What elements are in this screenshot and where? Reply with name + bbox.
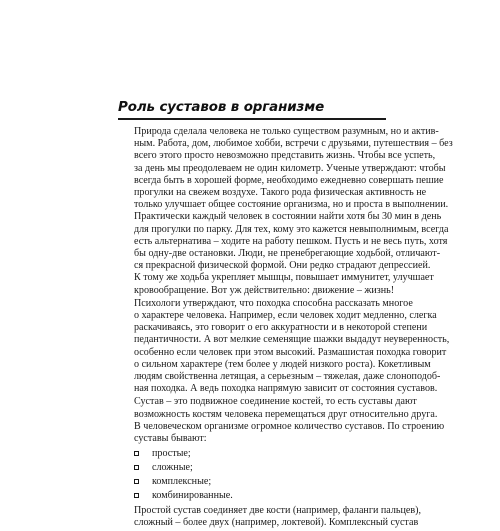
paragraph-joint-definition (118, 396, 445, 445)
text-line: сложный – более двух (например, локтевой). Комплексный сустав (134, 517, 419, 529)
text-line: кровообращение. Вот уж действительно: движение – жизнь! (134, 284, 395, 296)
checkbox-bullet-icon (134, 465, 139, 470)
list-item (118, 489, 386, 503)
text-line: Природа сделала человека не только существом разумным, но и актив- (134, 126, 439, 137)
text-line: всегда быть в хорошей форме, необходимо ежедневно совершать пешие (134, 174, 444, 186)
paragraph-gait (118, 297, 450, 396)
text-line: В человеческом организме огромное количество суставов. По строению (134, 420, 445, 432)
paragraph-joint-kinds (118, 505, 422, 529)
list-item-label: сложные; (152, 462, 193, 474)
text-line: за день мы преодолеваем не один километр. Ученые утверждают: чтобы (134, 162, 446, 174)
text-line: всего этого просто невозможно представить жизнь. Чтобы все успеть, (134, 150, 436, 162)
text-line: Психологи утверждают, что походка способна рассказать многое (134, 297, 413, 309)
text-line: о характере человека. Например, если человек ходит медленно, слегка (134, 310, 437, 322)
text-line: раскачиваясь, это говорит о его аккуратности и в некоторой степени (134, 322, 428, 334)
text-line: людям свойственна летящая, а серьезным – тяжелая, даже слоноподоб- (134, 371, 441, 383)
title-underline (118, 118, 386, 120)
page-body (118, 126, 453, 531)
text-line: ная походка. А ведь походка напрямую зависит от состояния суставов. (134, 383, 438, 395)
list-item-label: комплексные; (152, 476, 212, 488)
text-line: особенно если человек при этом высокий. Размашистая походка говорит (134, 346, 447, 358)
text-line: есть альтернатива – ходите на работу пешком. Пусть и не весь путь, хотя (134, 235, 448, 247)
list-item (118, 475, 386, 489)
joint-types-list (118, 447, 386, 503)
list-item-label: комбинированные. (152, 490, 233, 502)
text-line: только улучшает общее состояние организма, но и проста в выполнении. (134, 199, 449, 211)
text-line: Простой сустав соединяет две кости (например, фаланги пальцев), (134, 505, 422, 517)
paragraph-walking (118, 126, 453, 297)
text-line: ся прекрасной физической формой. Они редко страдают депрессией. (134, 260, 431, 272)
text-line: Практически каждый человек в состоянии найти хотя бы 30 мин в день (134, 211, 442, 223)
list-item (118, 461, 386, 475)
text-line: Сустав – это подвижное соединение костей, то есть суставы дают (134, 396, 417, 408)
text-line: суставы бывают: (134, 433, 207, 445)
list-item (118, 447, 386, 461)
checkbox-bullet-icon (134, 479, 139, 484)
text-line: ным. Работа, дом, любимое хобби, встречи с друзьями, путешествия – без (134, 138, 453, 150)
text-line: возможность костям человека перемещаться друг относительно друга. (134, 408, 438, 420)
text-line: педантичности. А вот мелкие семенящие шажки выдадут неуверенность, (134, 334, 450, 346)
checkbox-bullet-icon (134, 451, 139, 456)
section-title: Роль суставов в организме (118, 100, 325, 115)
text-line: бы одну-две остановки. Люди, не пренебрегающие ходьбой, отличают- (134, 248, 441, 260)
text-line: о сильном характере (тем более у людей низкого роста). Кокетливым (134, 358, 431, 370)
checkbox-bullet-icon (134, 493, 139, 498)
text-line: К тому же ходьба укрепляет мышцы, повышает иммунитет, улучшает (134, 272, 434, 284)
text-line: прогулки на свежем воздухе. Такого рода физическая активность не (134, 187, 427, 199)
list-item-label: простые; (152, 448, 191, 460)
text-line: для прогулки по парку. Для тех, кому это кажется невыполнимым, всегда (134, 223, 449, 235)
